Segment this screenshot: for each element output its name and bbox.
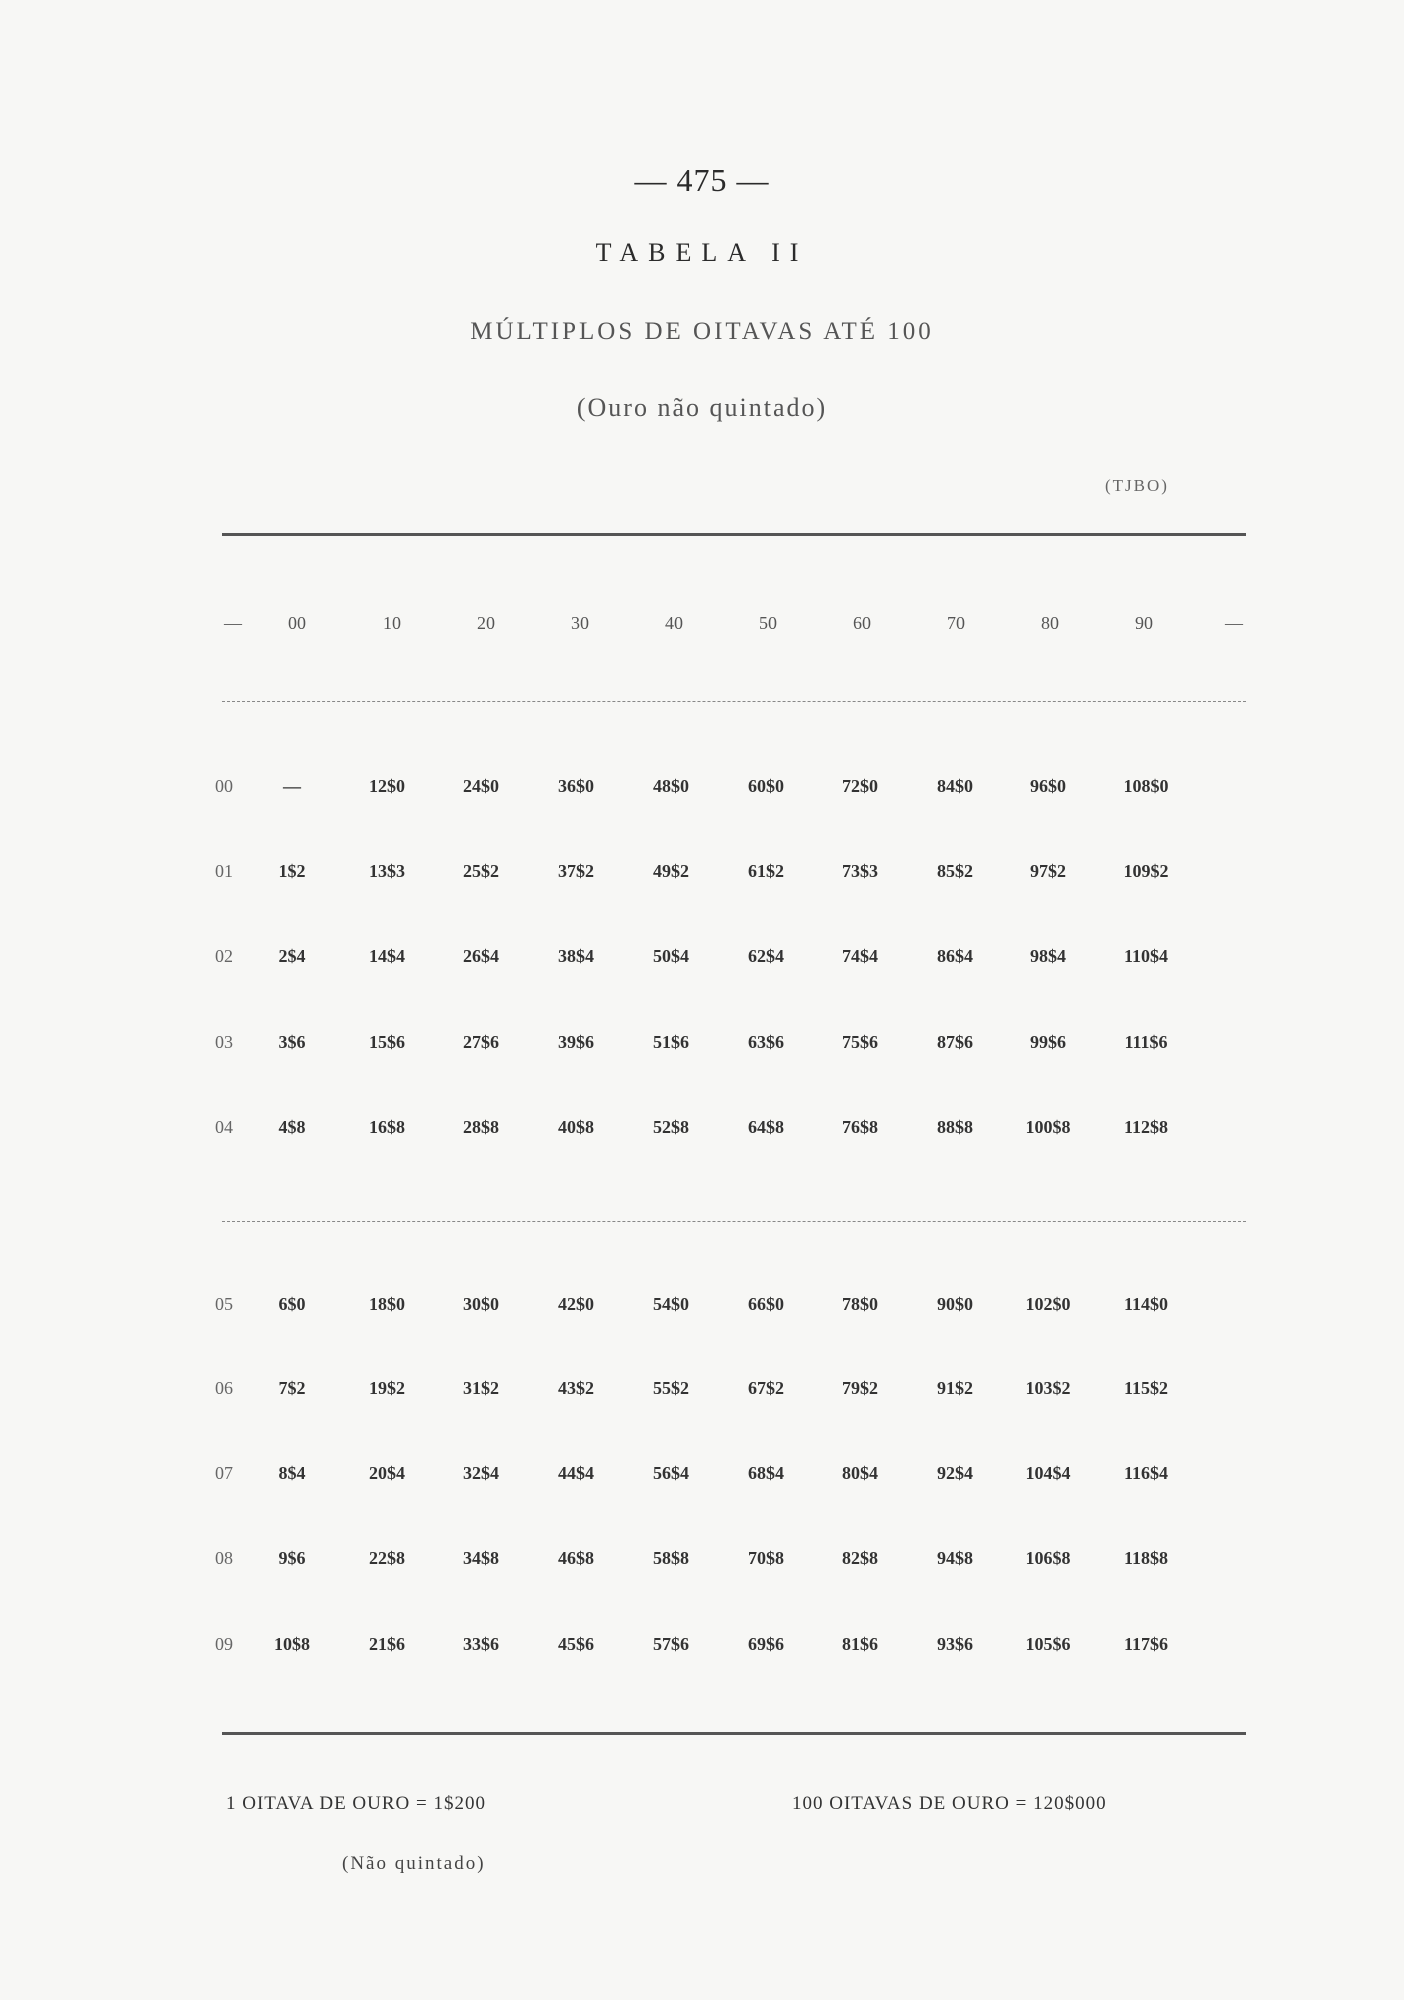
column-header: 40 <box>665 613 683 633</box>
row-label: 00 <box>215 776 233 796</box>
table-cell: 70$8 <box>748 1548 784 1568</box>
table-cell: 18$0 <box>369 1294 405 1314</box>
table-cell: 66$0 <box>748 1294 784 1314</box>
table-cell: 16$8 <box>369 1117 405 1137</box>
row-label: 04 <box>215 1117 233 1137</box>
row-label: 07 <box>215 1463 233 1483</box>
table-cell: 22$8 <box>369 1548 405 1568</box>
table-cell: 109$2 <box>1123 861 1169 881</box>
table-cell: 36$0 <box>558 776 594 796</box>
table-cell: 85$2 <box>937 861 973 881</box>
table-cell: 40$8 <box>558 1117 594 1137</box>
table-cell: 4$8 <box>278 1117 306 1137</box>
table-cell: 88$8 <box>937 1117 973 1137</box>
table-cell: 67$2 <box>748 1378 784 1398</box>
table-cell: 108$0 <box>1123 776 1169 796</box>
table-cell: 98$4 <box>1030 946 1066 966</box>
table-cell: 84$0 <box>937 776 973 796</box>
table-cell: 25$2 <box>463 861 499 881</box>
table-cell: 114$0 <box>1123 1294 1168 1314</box>
table-cell: 75$6 <box>842 1032 878 1052</box>
table-cell: 78$0 <box>842 1294 878 1314</box>
table-cell: 94$8 <box>937 1548 973 1568</box>
table-cell: 118$8 <box>1123 1548 1168 1568</box>
table-cell: 106$8 <box>1025 1548 1071 1568</box>
table-cell: 112$8 <box>1123 1117 1168 1137</box>
table-cell: 31$2 <box>463 1378 499 1398</box>
top-rule <box>222 533 1246 536</box>
table-cell: 91$2 <box>937 1378 973 1398</box>
table-cell: 100$8 <box>1025 1117 1071 1137</box>
row-label: 09 <box>215 1634 233 1654</box>
table-cell: 24$0 <box>463 776 499 796</box>
table-cell: 57$6 <box>653 1634 689 1654</box>
table-cell: 20$4 <box>369 1463 405 1483</box>
table-cell: 81$6 <box>842 1634 878 1654</box>
table-cell: 82$8 <box>842 1548 878 1568</box>
column-header: 80 <box>1041 613 1059 633</box>
table-cell: 46$8 <box>558 1548 594 1568</box>
column-header: 00 <box>288 613 306 633</box>
table-cell: 19$2 <box>369 1378 405 1398</box>
table-cell: 51$6 <box>653 1032 689 1052</box>
table-cell: 110$4 <box>1123 946 1168 966</box>
footer-equivalence-one: 1 OITAVA DE OURO = 1$200 <box>226 1793 486 1814</box>
table-cell: 116$4 <box>1123 1463 1168 1483</box>
table-cell: 37$2 <box>558 861 594 881</box>
table-cell: 43$2 <box>558 1378 594 1398</box>
table-cell: 111$6 <box>1124 1032 1168 1052</box>
table-cell: 115$2 <box>1123 1378 1168 1398</box>
page-number: — 475 — <box>634 162 770 198</box>
row-label: 05 <box>215 1294 233 1314</box>
column-header: 90 <box>1135 613 1153 633</box>
table-cell: 9$6 <box>278 1548 306 1568</box>
table-cell: 45$6 <box>558 1634 594 1654</box>
table-cell: 105$6 <box>1025 1634 1071 1654</box>
table-cell: 27$6 <box>463 1032 499 1052</box>
table-cell: 96$0 <box>1030 776 1066 796</box>
table-cell: 38$4 <box>558 946 594 966</box>
column-header: 20 <box>477 613 495 633</box>
table-subtitle: MÚLTIPLOS DE OITAVAS ATÉ 100 <box>470 318 934 345</box>
table-cell: 21$6 <box>369 1634 405 1654</box>
table-cell: 103$2 <box>1025 1378 1071 1398</box>
table-cell: 79$2 <box>842 1378 878 1398</box>
table-cell: 117$6 <box>1123 1634 1168 1654</box>
column-header: 70 <box>947 613 965 633</box>
middle-rule <box>222 1221 1246 1222</box>
bottom-rule <box>222 1732 1246 1735</box>
table-cell: 26$4 <box>463 946 499 966</box>
row-label: 08 <box>215 1548 233 1568</box>
table-cell: 97$2 <box>1030 861 1066 881</box>
table-cell: 99$6 <box>1030 1032 1066 1052</box>
table-cell: 86$4 <box>937 946 973 966</box>
column-header: 10 <box>383 613 401 633</box>
table-cell: 61$2 <box>748 861 784 881</box>
column-header: 60 <box>853 613 871 633</box>
table-cell: 60$0 <box>748 776 784 796</box>
table-cell: 64$8 <box>748 1117 784 1137</box>
row-label: 01 <box>215 861 233 881</box>
table-cell: 90$0 <box>937 1294 973 1314</box>
table-cell: 102$0 <box>1025 1294 1071 1314</box>
table-cell: 33$6 <box>463 1634 499 1654</box>
table-cell: 32$4 <box>463 1463 499 1483</box>
table-cell: 69$6 <box>748 1634 784 1654</box>
table-cell: 68$4 <box>748 1463 784 1483</box>
table-cell: 87$6 <box>937 1032 973 1052</box>
table-cell: 2$4 <box>278 946 306 966</box>
footer-equivalence-hundred: 100 OITAVAS DE OURO = 120$000 <box>792 1793 1107 1814</box>
row-label: 06 <box>215 1378 233 1398</box>
table-cell: 58$8 <box>653 1548 689 1568</box>
table-cell: 54$0 <box>653 1294 689 1314</box>
row-label: 03 <box>215 1032 233 1052</box>
table-cell: 52$8 <box>653 1117 689 1137</box>
table-cell: 30$0 <box>463 1294 499 1314</box>
table-cell: 10$8 <box>274 1634 310 1654</box>
table-cell: 50$4 <box>653 946 689 966</box>
table-cell: 74$4 <box>842 946 878 966</box>
table-cell: 76$8 <box>842 1117 878 1137</box>
table-cell: 1$2 <box>278 861 306 881</box>
table-cell: 15$6 <box>369 1032 405 1052</box>
table-cell: 34$8 <box>463 1548 499 1568</box>
table-cell: 42$0 <box>558 1294 594 1314</box>
header-rule <box>222 701 1246 702</box>
table-cell: — <box>283 776 301 796</box>
table-cell: 62$4 <box>748 946 784 966</box>
table-cell: 39$6 <box>558 1032 594 1052</box>
source-reference: (TJBO) <box>1105 476 1169 495</box>
column-header: 50 <box>759 613 777 633</box>
table-cell: 49$2 <box>653 861 689 881</box>
column-header: — <box>224 613 242 633</box>
column-header: — <box>1225 613 1243 633</box>
table-cell: 55$2 <box>653 1378 689 1398</box>
table-cell: 63$6 <box>748 1032 784 1052</box>
table-cell: 48$0 <box>653 776 689 796</box>
table-cell: 80$4 <box>842 1463 878 1483</box>
table-cell: 12$0 <box>369 776 405 796</box>
table-title: TABELA II <box>595 238 809 267</box>
table-cell: 72$0 <box>842 776 878 796</box>
table-cell: 14$4 <box>369 946 405 966</box>
table-cell: 44$4 <box>558 1463 594 1483</box>
table-cell: 3$6 <box>278 1032 306 1052</box>
table-note: (Ouro não quintado) <box>576 393 828 422</box>
table-cell: 104$4 <box>1025 1463 1071 1483</box>
table-cell: 28$8 <box>463 1117 499 1137</box>
table-cell: 56$4 <box>653 1463 689 1483</box>
footer-note: (Não quintado) <box>342 1853 486 1874</box>
table-cell: 13$3 <box>369 861 405 881</box>
table-cell: 93$6 <box>937 1634 973 1654</box>
table-cell: 92$4 <box>937 1463 973 1483</box>
table-cell: 7$2 <box>278 1378 306 1398</box>
table-cell: 6$0 <box>278 1294 306 1314</box>
table-cell: 8$4 <box>278 1463 306 1483</box>
table-cell: 73$3 <box>842 861 878 881</box>
column-header: 30 <box>571 613 589 633</box>
row-label: 02 <box>215 946 233 966</box>
